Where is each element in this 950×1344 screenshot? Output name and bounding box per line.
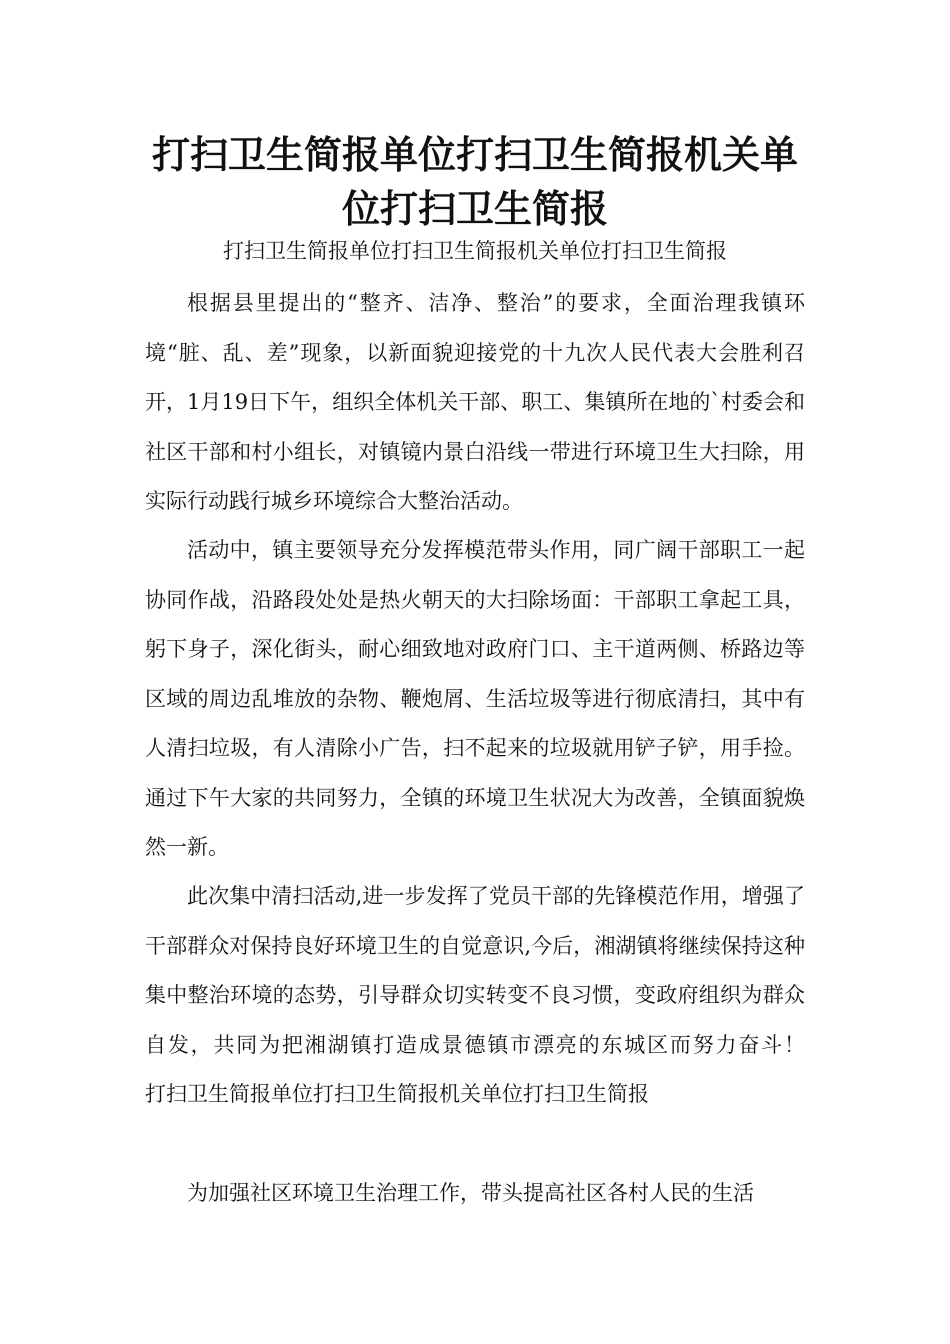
paragraph-1: 根据县里提出的“整齐、洁净、整治”的要求，全面治理我镇环境“脏、乱、差”现象，以新面貌迎接党的十九次人民代表大会胜利召开，1月19日下午，组织全体机关干部、职工、集镇所在地的`村委会和社区干部和村小组长，对镇镜内景白沿线一带进行环境卫生大扫除，用实际行动践行城乡环境综合大整治活动。	[145, 291, 805, 513]
document-title: 打扫卫生简报单位打扫卫生简报机关单位打扫卫生简报	[151, 133, 798, 231]
paragraph-2: 活动中，镇主要领导充分发挥模范带头作用，同广阔干部职工一起协同作战，沿路段处处是热火朝天的大扫除场面：干部职工拿起工具，躬下身子，深化街头，耐心细致地对政府门口、主干道两侧、桥路边等区域的周边乱堆放的杂物、鞭炮屑、生活垃圾等进行彻底清扫，其中有人清扫垃圾，有人清除小广告，扫不起来的垃圾就用铲子铲，用手捡。通过下午大家的共同努力，全镇的环境卫生状况大为改善，全镇面貌焕然一新。	[145, 538, 805, 859]
document-subtitle: 打扫卫生简报单位打扫卫生简报机关单位打扫卫生简报	[223, 239, 727, 263]
paragraph-3: 此次集中清扫活动,进一步发挥了党员干部的先锋模范作用，增强了干部群众对保持良好环境卫生的自觉意识,今后，湘湖镇将继续保持这种集中整治环境的态势，引导群众切实转变不良习惯，变政府组织为群众自发，共同为把湘湖镇打造成景德镇市漂亮的东城区而努力奋斗！ 打扫卫生简报单位打扫卫生简报机关单位打扫卫生简报	[145, 884, 847, 1106]
paragraph-4: 为加强社区环境卫生治理工作，带头提高社区各村人民的生活	[187, 1181, 754, 1205]
